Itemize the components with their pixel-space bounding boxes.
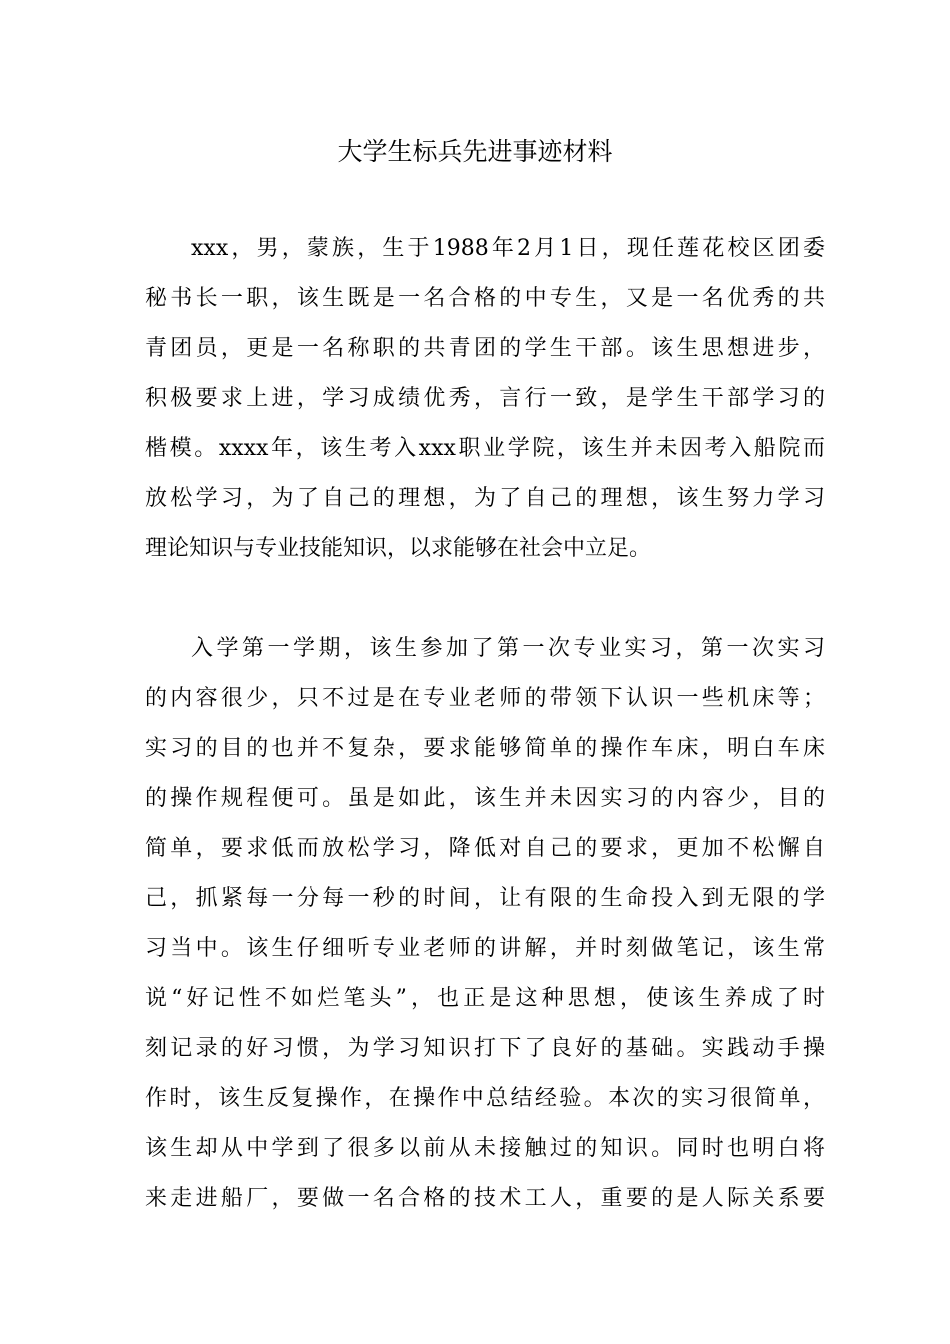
document-title: 大学生标兵先进事迹材料 — [337, 137, 613, 166]
paragraph-2 — [145, 624, 825, 1224]
text-line: 来走进船厂，要做一名合格的技术工人，重要的是人际关系要 — [145, 1186, 825, 1211]
text-line: 的内容很少，只不过是在专业老师的带领下认识一些机床等； — [145, 686, 825, 711]
text-line: xxx，男，蒙族，生于1988年2月1日，现任莲花校区团委 — [191, 236, 825, 261]
text-line: 实习的目的也并不复杂，要求能够简单的操作车床，明白车床 — [145, 736, 825, 761]
text-line: 该生却从中学到了很多以前从未接触过的知识。同时也明白将 — [145, 1136, 825, 1161]
text-line: 理论知识与专业技能知识，以求能够在社会中立足。 — [145, 536, 652, 561]
text-line: 的操作规程便可。虽是如此，该生并未因实习的内容少，目的 — [145, 786, 825, 811]
text-line: 青团员，更是一名称职的共青团的学生干部。该生思想进步， — [145, 336, 825, 361]
text-line: 习当中。该生仔细听专业老师的讲解，并时刻做笔记，该生常 — [145, 936, 825, 961]
text-line: 放松学习，为了自己的理想，为了自己的理想，该生努力学习 — [145, 486, 825, 511]
text-line: 秘书长一职，该生既是一名合格的中专生，又是一名优秀的共 — [145, 286, 825, 311]
text-line: 积极要求上进，学习成绩优秀，言行一致，是学生干部学习的 — [145, 386, 825, 411]
text-line: 作时，该生反复操作，在操作中总结经验。本次的实习很简单， — [145, 1086, 825, 1111]
text-line: 楷模。xxxx年，该生考入xxx职业学院，该生并未因考入船院而 — [145, 436, 825, 461]
text-line: 己，抓紧每一分每一秒的时间，让有限的生命投入到无限的学 — [145, 886, 825, 911]
paragraph-1 — [145, 224, 825, 574]
text-line: 说“好记性不如烂笔头”，也正是这种思想，使该生养成了时 — [145, 986, 825, 1011]
text-line: 简单，要求低而放松学习，降低对自己的要求，更加不松懈自 — [145, 836, 825, 861]
text-line: 刻记录的好习惯，为学习知识打下了良好的基础。实践动手操 — [145, 1036, 825, 1061]
text-line: 入学第一学期，该生参加了第一次专业实习，第一次实习 — [191, 636, 825, 661]
